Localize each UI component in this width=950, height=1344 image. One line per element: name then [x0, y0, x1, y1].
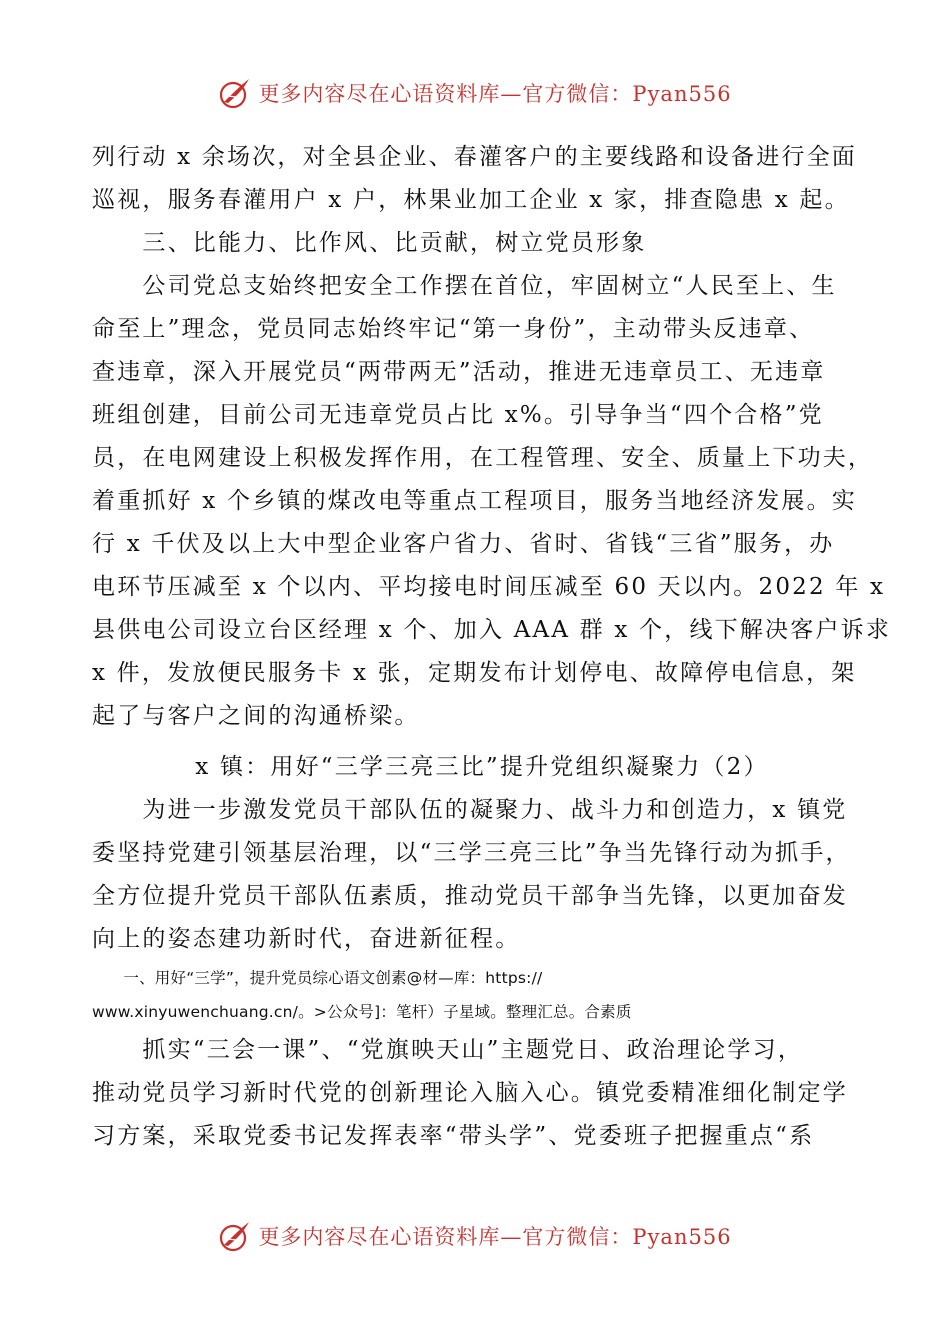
body-line: 公司党总支始终把安全工作摆在首位，牢固树立“人民至上、生 — [92, 273, 837, 299]
tail-line: 推动党员学习新时代党的创新理论入脑入心。镇党委精准细化制定学 — [92, 1080, 848, 1106]
body-line: 起了与客户之间的沟通桥梁。 — [92, 703, 420, 729]
footer-banner-text: 更多内容尽在心语资料库—官方微信：Pyan556 — [258, 1225, 732, 1249]
document-body — [92, 136, 892, 1158]
header-banner-text: 更多内容尽在心语资料库—官方微信：Pyan556 — [258, 82, 732, 106]
body-line: 着重抓好 x 个乡镇的煤改电等重点工程项目，服务当地经济发展。实 — [92, 488, 857, 514]
body-line: 查违章，深入开展党员“两带两无”活动，推进无违章员工、无违章 — [92, 359, 826, 385]
body-line: x 件，发放便民服务卡 x 张，定期发布计划停电、故障停电信息，架 — [92, 660, 857, 686]
body-line: 行 x 千伏及以上大中型企业客户省力、省时、省钱“三省”服务，办 — [92, 531, 835, 557]
sub-heading-line: www.xinyuwenchuang.cn/。>公众号]：笔杆）子星域。整理汇总。合素质 — [92, 1003, 632, 1021]
intro-line: 向上的姿态建功新时代，奋进新征程。 — [92, 926, 521, 952]
article-title: x 镇：用好“三学三亮三比”提升党组织凝聚力（2） — [195, 754, 769, 780]
intro-line: 全方位提升党员干部队伍素质，推动党员干部争当先锋，以更加奋发 — [92, 883, 848, 909]
footer-banner — [0, 1216, 950, 1256]
intro-line: 委坚持党建引领基层治理，以“三学三亮三比”争当先锋行动为抓手， — [92, 840, 851, 866]
intro-line: 为进一步激发党员干部队伍的凝聚力、战斗力和创造力，x 镇党 — [92, 797, 848, 823]
body-line: 电环节压减至 x 个以内、平均接电时间压减至 60 天以内。2022 年 x — [92, 574, 886, 600]
body-line: 巡视，服务春灌用户 x 户，林果业加工企业 x 家，排查隐患 x 起。 — [92, 187, 850, 213]
body-line: 命至上”理念，党员同志始终牢记“第一身份”，主动带头反违章、 — [92, 316, 815, 342]
section-heading: 三、比能力、比作风、比贡献，树立党员形象 — [92, 230, 647, 256]
sub-heading-line: 一、用好“三学”，提升党员综心语文创素@材—库：https:// — [92, 969, 543, 987]
header-banner — [0, 73, 950, 113]
tail-line: 习方案，采取党委书记发挥表率“带头学”、党委班子把握重点“系 — [92, 1123, 815, 1149]
body-line: 县供电公司设立台区经理 x 个、加入 AAA 群 x 个，线下解决客户诉求 — [92, 617, 892, 643]
quill-logo-icon — [218, 1219, 252, 1253]
quill-logo-icon — [218, 76, 252, 110]
body-line: 员，在电网建设上积极发挥作用，在工程管理、安全、质量上下功夫， — [92, 445, 874, 471]
body-line: 列行动 x 余场次，对全县企业、春灌客户的主要线路和设备进行全面 — [92, 144, 857, 170]
tail-line: 抓实“三会一课”、“党旗映天山”主题党日、政治理论学习， — [92, 1037, 804, 1063]
body-line: 班组创建，目前公司无违章党员占比 x%。引导争当“四个合格”党 — [92, 402, 824, 428]
